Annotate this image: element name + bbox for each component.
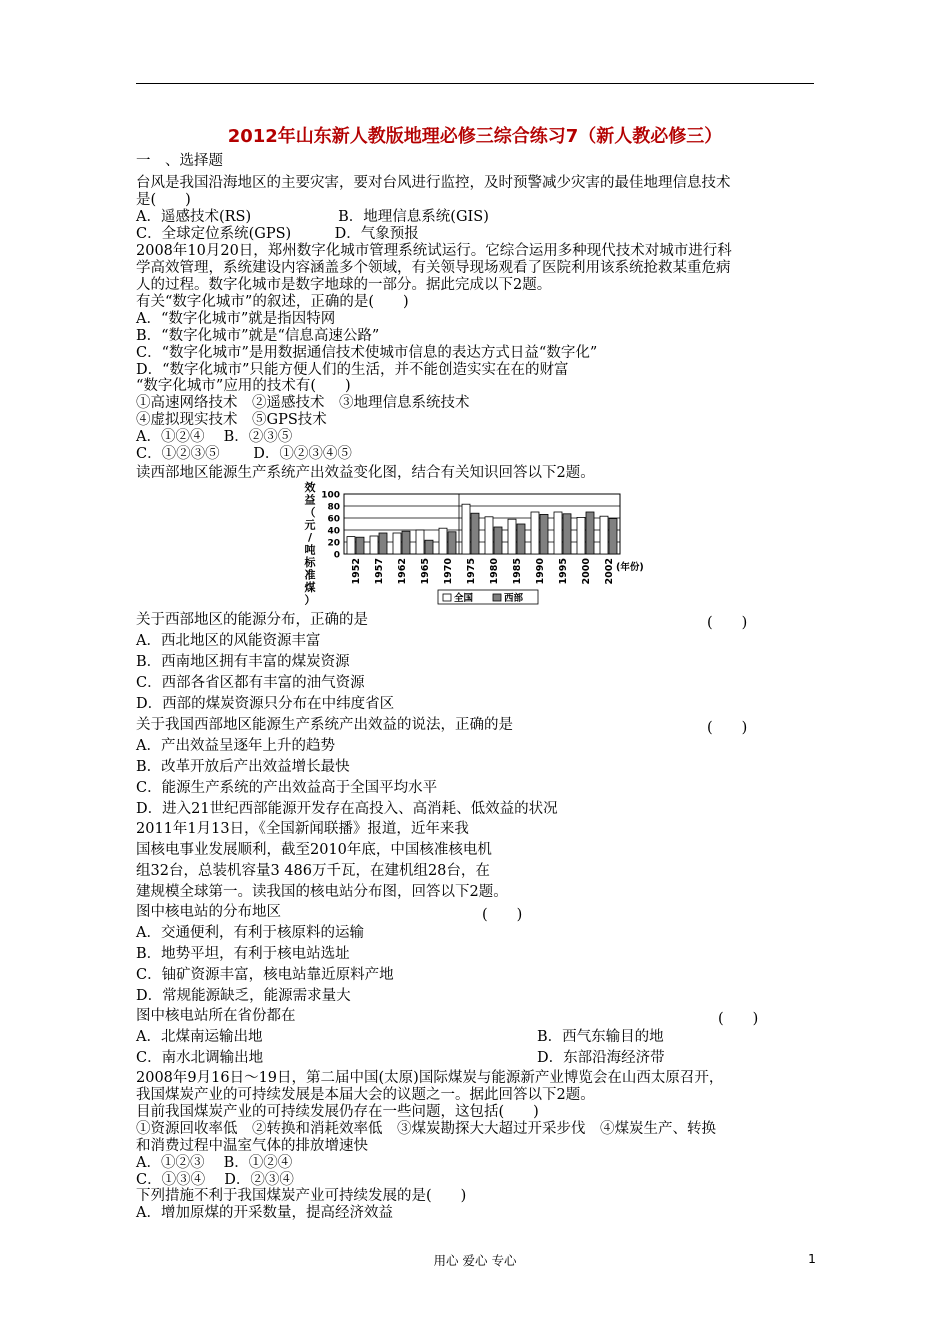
bar-西部 — [425, 540, 433, 554]
text-line: A．增加原煤的开采数量，提高经济效益 — [136, 1205, 393, 1221]
answer-paren: ( ) — [718, 1011, 759, 1027]
x-tick-label: 1965 — [420, 558, 431, 585]
y-tick-label: 0 — [333, 550, 340, 561]
bar-西部 — [586, 512, 594, 554]
bar-全国 — [347, 537, 355, 554]
question-stem: 图中核电站所在省份都在 — [136, 1008, 296, 1024]
question-stem: 关于我国西部地区能源生产系统产出效益的说法，正确的是 — [136, 717, 513, 733]
bar-全国 — [554, 512, 562, 554]
bar-西部 — [494, 527, 502, 554]
option: D．西部的煤炭资源只分布在中纬度省区 — [136, 696, 395, 712]
bar-全国 — [577, 517, 585, 554]
bar-西部 — [471, 513, 479, 554]
option: B．地势平坦，有利于核电站选址 — [136, 946, 350, 962]
text-line: “数字化城市”应用的技术有( ) — [136, 378, 351, 394]
y-tick-label: 40 — [327, 526, 340, 537]
y-axis-label-char: ） — [304, 593, 316, 607]
option: A．西北地区的风能资源丰富 — [136, 633, 321, 649]
bar-全国 — [370, 536, 378, 554]
y-axis-label-char: 益 — [304, 493, 316, 507]
option: D．常规能源缺乏，能源需求量大 — [136, 988, 351, 1004]
page-title: 2012年山东新人教版地理必修三综合练习7（新人教必修三） — [227, 126, 723, 147]
text-line: 我国煤炭产业的可持续发展是本届大会的议题之一。据此回答以下2题。 — [136, 1087, 595, 1103]
option: D．进入21世纪西部能源开发存在高投入、高消耗、低效益的状况 — [136, 801, 558, 817]
x-tick-label: 1952 — [351, 558, 362, 585]
y-axis-label-char: （ — [304, 506, 316, 519]
text-line: C．全球定位系统(GPS) D．气象预报 — [136, 226, 419, 242]
text-line: 2008年10月20日，郑州数字化城市管理系统试运行。它综合运用多种现代技术对城市进行科 — [136, 243, 732, 259]
bar-全国 — [393, 533, 401, 554]
y-tick-label: 80 — [327, 502, 340, 513]
bar-全国 — [485, 517, 493, 554]
bar-全国 — [531, 512, 539, 554]
bar-西部 — [517, 524, 525, 554]
bar-西部 — [448, 532, 456, 554]
option-c: C．南水北调输出地 — [136, 1050, 264, 1066]
text-line: 目前我国煤炭产业的可持续发展仍存在一些问题，这包括( ) — [136, 1104, 539, 1120]
x-tick-label: 1980 — [489, 558, 500, 585]
y-tick-label: 100 — [321, 490, 340, 501]
bar-西部 — [563, 514, 571, 554]
bar-全国 — [462, 504, 470, 554]
header-rule — [136, 83, 814, 84]
text-line: 台风是我国沿海地区的主要灾害，要对台风进行监控，及时预警减少灾害的最佳地理信息技术 — [136, 175, 731, 191]
answer-paren: ( ) — [707, 720, 748, 736]
y-axis-label-char: 标 — [304, 556, 316, 569]
text-line: A．①②④ B．②③⑤ — [136, 429, 293, 445]
option: A．产出效益呈逐年上升的趋势 — [136, 738, 335, 754]
bar-西部 — [540, 514, 548, 554]
legend-label: 西部 — [504, 593, 524, 604]
text-line: ④虚拟现实技术 ⑤GPS技术 — [136, 412, 327, 428]
x-tick-label: 1985 — [512, 558, 523, 585]
bar-全国 — [508, 519, 516, 554]
text-line: 人的过程。数字化城市是数字地球的一部分。据此完成以下2题。 — [136, 277, 552, 293]
section-heading: 一 、选择题 — [136, 153, 223, 169]
text-line: 下列措施不利于我国煤炭产业可持续发展的是( ) — [136, 1188, 467, 1204]
text-line: A．遥感技术(RS) B．地理信息系统(GIS) — [136, 209, 489, 225]
option-d: D．东部沿海经济带 — [537, 1050, 665, 1066]
text-line: A．“数字化城市”就是指因特网 — [136, 311, 336, 327]
bar-西部 — [356, 537, 364, 554]
option-b: B．西气东输目的地 — [537, 1029, 664, 1045]
text-line: 有关“数字化城市”的叙述，正确的是( ) — [136, 294, 409, 310]
x-tick-label: 1962 — [397, 558, 408, 585]
bar-西部 — [379, 533, 387, 554]
text-line: C．“数字化城市”是用数据通信技术使城市信息的表达方式日益“数字化” — [136, 345, 598, 361]
x-axis-label: (年份) — [616, 562, 644, 573]
page-footer: 用心 爱心 专心 — [433, 1253, 517, 1268]
x-tick-label: 1970 — [443, 558, 454, 585]
option: A．交通便利，有利于核原料的运输 — [136, 925, 364, 941]
x-tick-label: 1995 — [558, 558, 569, 585]
bar-全国 — [416, 530, 424, 554]
question-stem: 图中核电站的分布地区 — [136, 904, 281, 920]
text-line: 2011年1月13日，《全国新闻联播》报道，近年来我 — [136, 821, 469, 837]
option: B．改革开放后产出效益增长最快 — [136, 759, 350, 775]
question-stem: 关于西部地区的能源分布，正确的是 — [136, 612, 368, 628]
text-line: ①高速网络技术 ②遥感技术 ③地理信息系统技术 — [136, 395, 470, 411]
text-line: C．①②③⑤ D．①②③④⑤ — [136, 446, 352, 462]
legend-swatch — [493, 594, 501, 601]
bar-西部 — [609, 519, 617, 554]
y-tick-label: 20 — [327, 538, 340, 549]
text-line: B．“数字化城市”就是“信息高速公路” — [136, 328, 380, 344]
text-line: 国核电事业发展顺利，截至2010年底，中国核准核电机 — [136, 842, 492, 858]
option-a: A．北煤南运输出地 — [136, 1029, 263, 1045]
y-axis-label-char: 准 — [304, 568, 316, 582]
bar-全国 — [600, 516, 608, 554]
legend-swatch — [443, 594, 451, 601]
x-tick-label: 1975 — [466, 558, 477, 585]
option: C．铀矿资源丰富，核电站靠近原料产地 — [136, 967, 394, 983]
energy-benefit-chart — [296, 480, 666, 608]
answer-paren: ( ) — [707, 615, 748, 631]
text-line: 和消费过程中温室气体的排放增速快 — [136, 1138, 368, 1154]
text-line: 是( ) — [136, 192, 191, 208]
text-line: ①资源回收率低 ②转换和消耗效率低 ③煤炭勘探大大超过开采步伐 ④煤炭生产、转换 — [136, 1121, 716, 1137]
y-tick-label: 60 — [327, 514, 340, 525]
x-tick-label: 2002 — [604, 558, 615, 585]
y-axis-label-char: 煤 — [304, 581, 316, 594]
x-tick-label: 1990 — [535, 558, 546, 585]
text-line: A．①②③ B．①②④ — [136, 1155, 293, 1171]
answer-paren: ( ) — [482, 907, 523, 923]
bar-全国 — [439, 528, 447, 554]
x-tick-label: 2000 — [581, 558, 592, 585]
text-line: 读西部地区能源生产系统产出效益变化图，结合有关知识回答以下2题。 — [136, 465, 595, 481]
page-number: 1 — [808, 1251, 816, 1266]
option: C．西部各省区都有丰富的油气资源 — [136, 675, 365, 691]
text-line: D．“数字化城市”只能方便人们的生活，并不能创造实实在在的财富 — [136, 362, 569, 378]
y-axis-label-char: 效 — [304, 481, 316, 494]
legend-label: 全国 — [454, 593, 474, 604]
text-line: 组32台，总装机容量3 486万千瓦，在建机组28台，在 — [136, 863, 490, 879]
y-axis-label-char: 吨 — [304, 543, 316, 557]
y-axis-label-char: / — [307, 531, 313, 544]
bar-西部 — [402, 531, 410, 554]
text-line: 建规模全球第一。读我国的核电站分布图，回答以下2题。 — [136, 884, 508, 900]
y-axis-label-char: 元 — [304, 518, 316, 532]
option: B．西南地区拥有丰富的煤炭资源 — [136, 654, 350, 670]
text-line: C．①③④ D．②③④ — [136, 1172, 294, 1188]
text-line: 2008年9月16日～19日，第二届中国(太原)国际煤炭与能源新产业博览会在山西太原召开， — [136, 1070, 724, 1086]
option: C．能源生产系统的产出效益高于全国平均水平 — [136, 780, 438, 796]
text-line: 学高效管理，系统建设内容涵盖多个领域，有关领导现场观看了医院利用该系统抢救某重危病 — [136, 260, 731, 276]
x-tick-label: 1957 — [374, 558, 385, 585]
